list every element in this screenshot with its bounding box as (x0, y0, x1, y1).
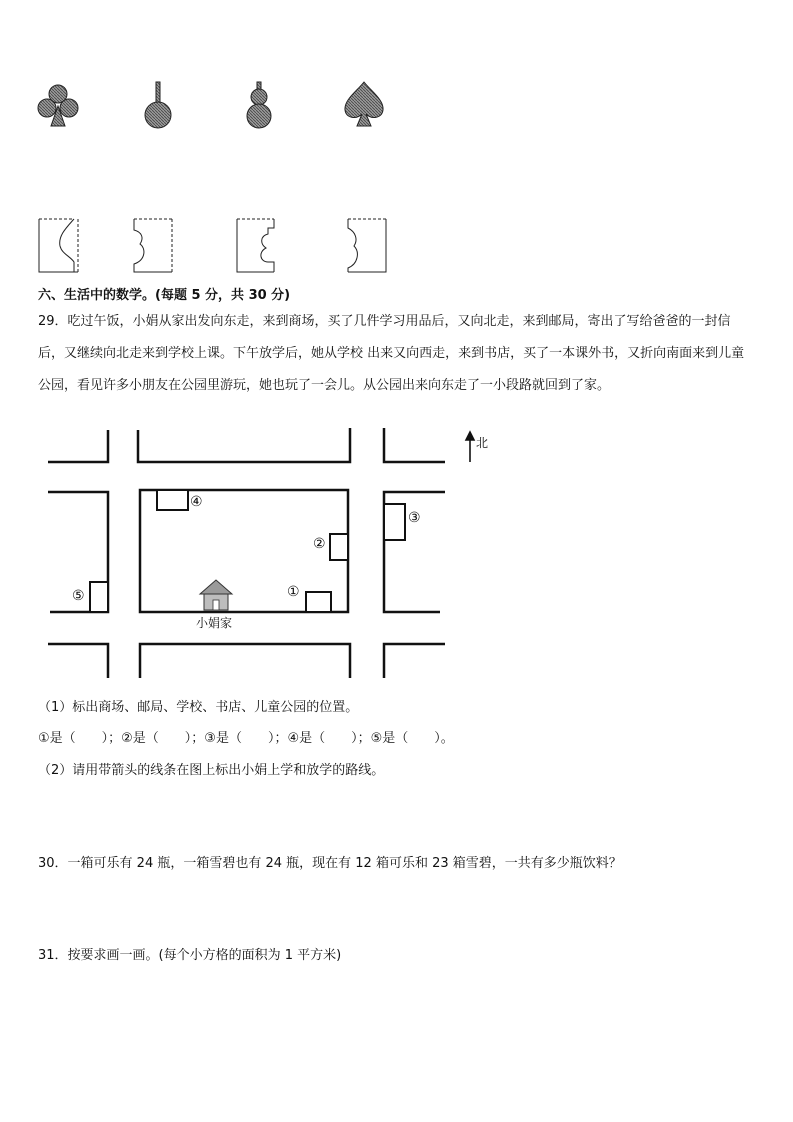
marker-label-5: ⑤ (72, 588, 85, 604)
marker-label-2: ② (313, 536, 326, 552)
question-29-answers: ①是（ ）；②是（ ）；③是（ ）；④是（ ）；⑤是（ ）。 (38, 731, 454, 746)
question-31-text: 31．按要求画一画。(每个小方格的面积为 1 平方米) (38, 948, 342, 963)
marker-box-5 (90, 582, 108, 612)
spade-icon (342, 80, 386, 130)
marker-label-3: ③ (408, 510, 421, 526)
marker-label-4: ④ (190, 494, 203, 510)
house-icon (200, 580, 232, 610)
question-29-text: 29．吃过午饭，小娟从家出发向东走，来到商场，买了几件学习用品后，又向北走，来到邮局，寄出了写给爸爸的一封信后，又继续向北走来到学校上课。下午放学后，她从学校 出来又向西走，来到书店，买了一本课外书，又折向南面来到儿童公园，看见许多小朋友在公园里游玩，她也玩了一会儿。从公园出来向东走了一小段路就回到了家。 (38, 314, 745, 393)
half-card-3 (236, 218, 280, 274)
map-diagram (40, 426, 500, 682)
home-label: 小娟家 (196, 616, 233, 630)
question-29-sub1: （1）标出商场、邮局、学校、书店、儿童公园的位置。 (38, 700, 359, 715)
half-card-4 (344, 218, 388, 274)
half-card-1 (38, 218, 80, 274)
marker-label-1: ① (287, 584, 300, 600)
question-29-sub2: （2）请用带箭头的线条在图上标出小娟上学和放学的路线。 (38, 763, 385, 778)
half-card-2 (130, 218, 174, 274)
marker-box-2 (330, 534, 348, 560)
gourd-icon (244, 80, 274, 130)
marker-box-4 (157, 490, 188, 510)
section-title: 六、生活中的数学。(每题 5 分，共 30 分) (38, 288, 291, 303)
club-icon (36, 82, 80, 130)
north-label: 北 (476, 436, 489, 450)
question-30-text: 30．一箱可乐有 24 瓶，一箱雪碧也有 24 瓶，现在有 12 箱可乐和 23 箱雪碧，一共有多少瓶饮料？ (38, 856, 622, 871)
marker-box-3 (384, 504, 405, 540)
marker-box-1 (306, 592, 331, 612)
lollipop-icon (140, 80, 176, 130)
